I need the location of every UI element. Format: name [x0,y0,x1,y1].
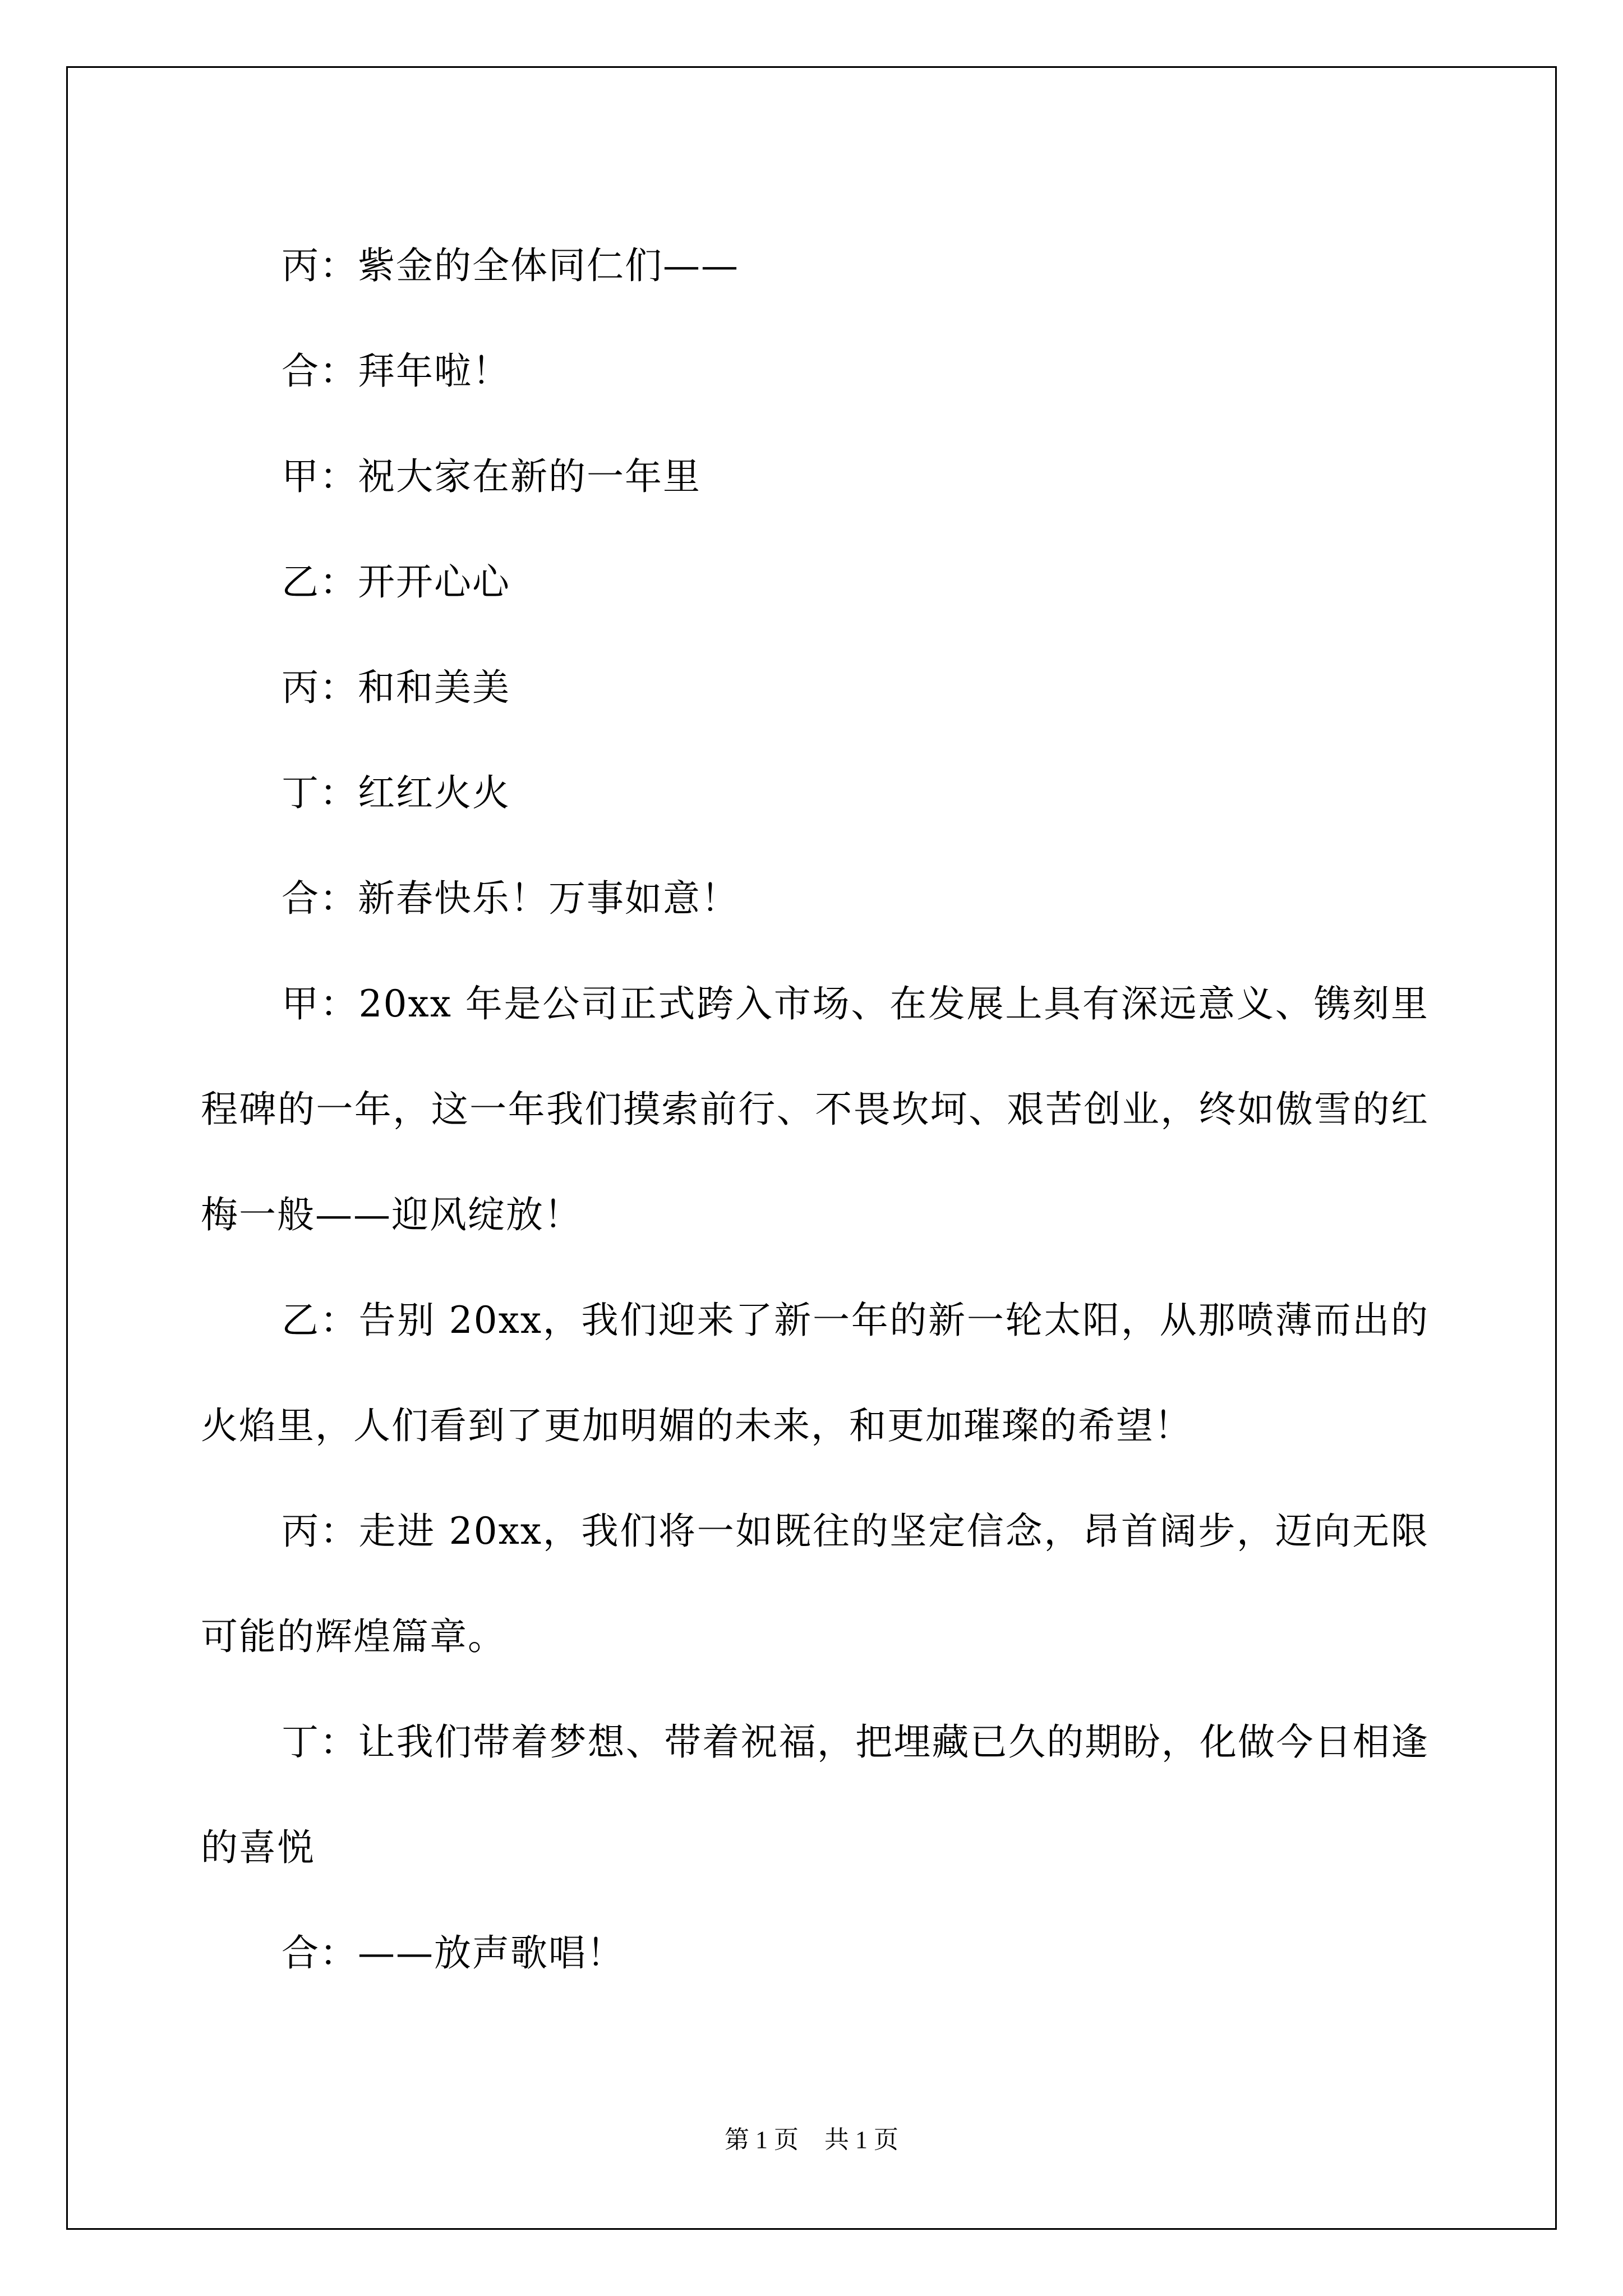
paragraph-5: 丙：和和美美 [282,666,510,709]
paragraph-6: 丁：红红火火 [282,771,510,815]
paragraph-4: 乙：开开心心 [282,560,510,604]
paragraph-8: 甲：20xx 年是公司正式跨入市场、在发展上具有深远意义、镌刻里程碑的一年，这一年我们摸索前行、不畏坎坷、艰苦创业，终如傲雪的红梅一般——迎风绽放！ [201,982,1429,1236]
paragraph-2: 合：拜年啦！ [282,349,510,393]
paragraph-10: 丙：走进 20xx，我们将一如既往的坚定信念，昂首阔步，迈向无限可能的辉煌篇章。 [201,1510,1429,1658]
paragraph-3: 甲：祝大家在新的一年里 [282,455,701,498]
paragraph-12: 合：——放声歌唱！ [282,1931,625,1975]
paragraph-11: 丁：让我们带着梦想、带着祝福，把埋藏已久的期盼，化做今日相逢的喜悦 [201,1720,1429,1869]
paragraph-9: 乙：告别 20xx，我们迎来了新一年的新一轮太阳，从那喷薄而出的火焰里，人们看到了更加明媚的未来，和更加璀璨的希望！ [201,1299,1429,1447]
document-body [201,213,1429,2006]
page-footer [0,2123,1623,2157]
page-number-current: 第 1 页 [725,2126,799,2154]
paragraph-7: 合：新春快乐！万事如意！ [282,877,739,920]
paragraph-1: 丙：紫金的全体同仁们—— [282,244,739,287]
page-number-total: 共 1 页 [824,2126,898,2154]
